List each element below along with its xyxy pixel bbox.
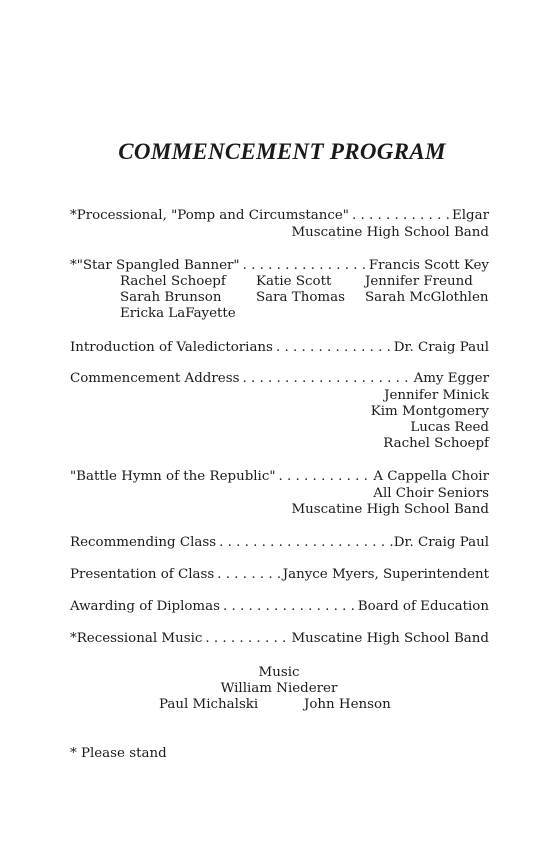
singer-name: Sarah McGlothlen	[365, 290, 489, 305]
page-title: COMMENCEMENT PROGRAM	[118, 139, 446, 164]
item-performer: Muscatine High School Band	[291, 631, 489, 646]
item-performer-extra: Rachel Schoepf	[383, 436, 489, 451]
item-performer-extra: Muscatine High School Band	[291, 225, 489, 240]
program-item-battle-hymn	[70, 469, 489, 485]
leader-dots	[214, 567, 282, 583]
leader-dots	[240, 258, 369, 274]
item-title: Presentation of Class	[70, 567, 215, 582]
music-name: John Henson	[304, 697, 391, 712]
item-performer: Amy Egger	[413, 371, 489, 386]
music-heading: Music	[258, 665, 300, 680]
item-performer-extra: Muscatine High School Band	[291, 502, 489, 517]
singer-name: Ericka LaFayette	[120, 306, 236, 321]
leader-dots	[202, 631, 291, 647]
item-performer-extra: Lucas Reed	[410, 420, 489, 435]
program-item-processional	[70, 208, 489, 224]
item-performer: Elgar	[451, 208, 489, 223]
item-title: Awarding of Diplomas	[70, 599, 220, 614]
item-performer: Dr. Craig Paul	[393, 535, 489, 550]
singer-name: Sara Thomas	[256, 290, 345, 305]
leader-dots	[276, 469, 374, 485]
item-performer: Janyce Myers, Superintendent	[282, 567, 489, 582]
item-title: "Battle Hymn of the Republic"	[70, 469, 276, 484]
leader-dots	[349, 208, 452, 224]
program-item-address	[70, 371, 489, 387]
leader-dots	[273, 340, 394, 356]
singer-name: Sarah Brunson	[120, 290, 222, 305]
music-name: Paul Michalski	[159, 697, 259, 712]
item-performer: Francis Scott Key	[368, 258, 489, 273]
leader-dots	[216, 535, 394, 551]
leader-dots	[220, 599, 358, 615]
item-title: Recommending Class	[70, 535, 217, 550]
item-title: Introduction of Valedictorians	[70, 340, 273, 355]
singer-name: Jennifer Freund	[365, 274, 473, 289]
item-title: Commencement Address	[70, 371, 240, 386]
item-performer: Board of Education	[357, 599, 489, 614]
program-item-anthem	[70, 258, 489, 274]
footnote: * Please stand	[70, 746, 167, 761]
item-performer-extra: Kim Montgomery	[370, 404, 489, 419]
item-title: *Recessional Music	[70, 631, 203, 646]
singer-name: Katie Scott	[256, 274, 332, 289]
item-performer-extra: Jennifer Minick	[384, 388, 489, 403]
music-name: William Niederer	[220, 681, 338, 696]
program-item-valedictorians	[70, 340, 489, 356]
program-item-diplomas	[70, 599, 489, 615]
program-item-presentation	[70, 567, 489, 583]
program-item-recessional	[70, 631, 489, 647]
item-performer: Dr. Craig Paul	[393, 340, 489, 355]
program-item-recommending	[70, 535, 489, 551]
item-performer: A Cappella Choir	[373, 469, 489, 484]
item-title: *Processional, "Pomp and Circumstance"	[70, 208, 349, 223]
item-title: *"Star Spangled Banner"	[70, 258, 240, 273]
leader-dots	[239, 371, 413, 387]
singer-name: Rachel Schoepf	[120, 274, 226, 289]
item-performer-extra: All Choir Seniors	[373, 486, 489, 501]
